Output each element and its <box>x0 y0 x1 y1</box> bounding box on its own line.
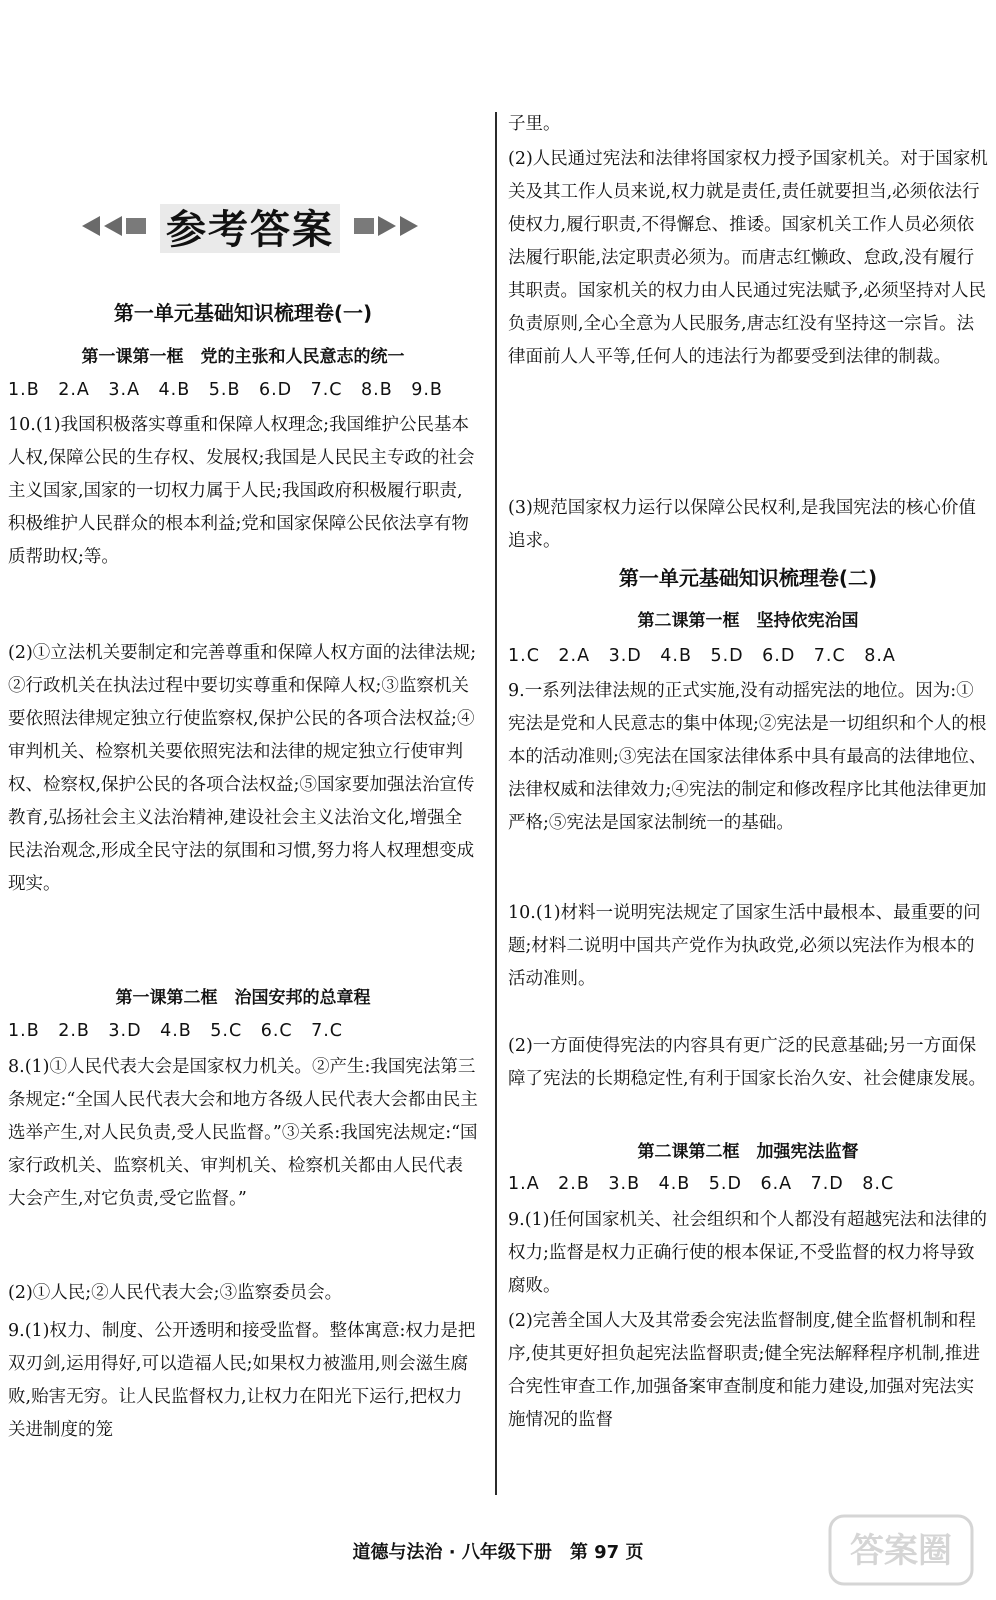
q9b-text: 9.一系列法律法规的正式实施,没有动摇宪法的地位。因为:①宪法是党和人民意志的集中体现;②宪法是一切组织和个人的根本的活动准则;③宪法在国家法律体系中具有最高的法律地位、法律权威和法律效力;④宪法的制定和修改程序比其他法律更加严格;⑤宪法是国家法制统一的基础。 <box>508 681 987 833</box>
q10b-part1: 10.(1)材料一说明宪法规定了国家生活中最根本、最重要的问题;材料二说明中国共产党作为执政党,必须以宪法作为根本的活动准则。 <box>508 903 981 989</box>
banner-title: 参考答案 <box>160 198 340 255</box>
column-divider <box>495 112 497 1495</box>
unit1-title: 第一单元基础知识梳理卷(一) <box>113 301 373 325</box>
unit2-title: 第一单元基础知识梳理卷(二) <box>618 566 878 590</box>
q8-part1: 8.(1)①人民代表大会是国家权力机关。②产生:我国宪法第三条规定:“全国人民代表大会和地方各级人民代表大会都由民主选举产生,对人民负责,受人民监督。”③关系:我国宪法规定:“国家行政机关、监察机关、审判机关、检察机关都由人民代表大会产生,对它负责,受它监督。” <box>8 1057 478 1209</box>
lesson-1-1-answers: 1.B 2.A 3.A 4.B 5.B 6.D 7.C 8.B 9.B <box>8 380 443 400</box>
q10b-part2: (2)一方面使得宪法的内容具有更广泛的民意基础;另一方面保障了宪法的长期稳定性,有利于国家长治久安、社会健康发展。 <box>508 1036 987 1089</box>
q9c-part2: (2)完善全国人大及其常委会宪法监督制度,健全监督机制和程序,使其更好担负起宪法监督职责;健全宪法解释程序机制,推进合宪性审查工作,加强备案审查制度和能力建设,加强对宪法实施情况的监督 <box>508 1311 981 1430</box>
q10-part1: 10.(1)我国积极落实尊重和保障人权理念;我国维护公民基本人权,保障公民的生存权、发展权;我国是人民民主专政的社会主义国家,国家的一切权力属于人民;我国政府积极履行职责,积极维护人民群众的根本利益;党和国家保障公民依法享有物质帮助权;等。 <box>8 415 475 567</box>
lesson-2-2-title: 第二课第二框 加强宪法监督 <box>637 1142 859 1162</box>
answers-banner <box>70 190 430 262</box>
q9-part1: 9.(1)权力、制度、公开透明和接受监督。整体寓意:权力是把双刃剑,运用得好,可以造福人民;如果权力被滥用,则会滋生腐败,贻害无穷。让人民监督权力,让权力在阳光下运行,把权力关进制度的笼 <box>8 1321 476 1440</box>
page-footer: 道德与法治 · 八年级下册 第 97 页 <box>352 1542 644 1563</box>
lesson-2-1-answers: 1.C 2.A 3.D 4.B 5.D 6.D 7.C 8.A <box>508 646 896 666</box>
left-arrow-decoration <box>82 216 146 236</box>
right-arrow-decoration <box>354 216 418 236</box>
lesson-1-2-answers: 1.B 2.B 3.D 4.B 5.C 6.C 7.C <box>8 1021 344 1041</box>
watermark-logo-icon <box>826 1510 976 1590</box>
q9-part3: (3)规范国家权力运行以保障公民权利,是我国宪法的核心价值追求。 <box>508 498 976 551</box>
lesson-1-2-title: 第一课第二框 治国安邦的总章程 <box>115 988 371 1008</box>
lesson-2-1-title: 第二课第一框 坚持依宪治国 <box>637 611 859 631</box>
q10-part2: (2)①立法机关要制定和完善尊重和保障人权方面的法律法规;②行政机关在执法过程中要切实尊重和保障人权;③监察机关要依照法律规定独立行使监察权,保护公民的各项合法权益;④审判机关、检察机关要依照宪法和法律的规定独立行使审判权、检察权,保护公民的各项合法权益;⑤国家要加强法治宣传教育,弘扬社会主义法治精神,建设社会主义法治文化,增强全民法治观念,形成全民守法的氛围和习惯,努力将人权理想变成现实。 <box>8 643 477 894</box>
q9c-part1: 9.(1)任何国家机关、社会组织和个人都没有超越宪法和法律的权力;监督是权力正确行使的根本保证,不受监督的权力将导致腐败。 <box>508 1210 987 1296</box>
lesson-2-2-answers: 1.A 2.B 3.B 4.B 5.D 6.A 7.D 8.C <box>508 1174 895 1194</box>
watermark-text: 答案圈 <box>850 1531 952 1571</box>
q9-continuation: 子里。 <box>508 114 561 134</box>
q9-part2: (2)人民通过宪法和法律将国家权力授予国家机关。对于国家机关及其工作人员来说,权力就是责任,责任就要担当,必须依法行使权力,履行职责,不得懈怠、推诿。国家机关工作人员必须依法履行职能,法定职责必须为。而唐志红懒政、怠政,没有履行其职责。国家机关的权力由人民通过宪法赋予,必须坚持对人民负责原则,全心全意为人民服务,唐志红没有坚持这一宗旨。法律面前人人平等,任何人的违法行为都要受到法律的制裁。 <box>508 149 988 367</box>
lesson-1-1-title: 第一课第一框 党的主张和人民意志的统一 <box>81 347 405 367</box>
q8-part2: (2)①人民;②人民代表大会;③监察委员会。 <box>8 1283 343 1303</box>
